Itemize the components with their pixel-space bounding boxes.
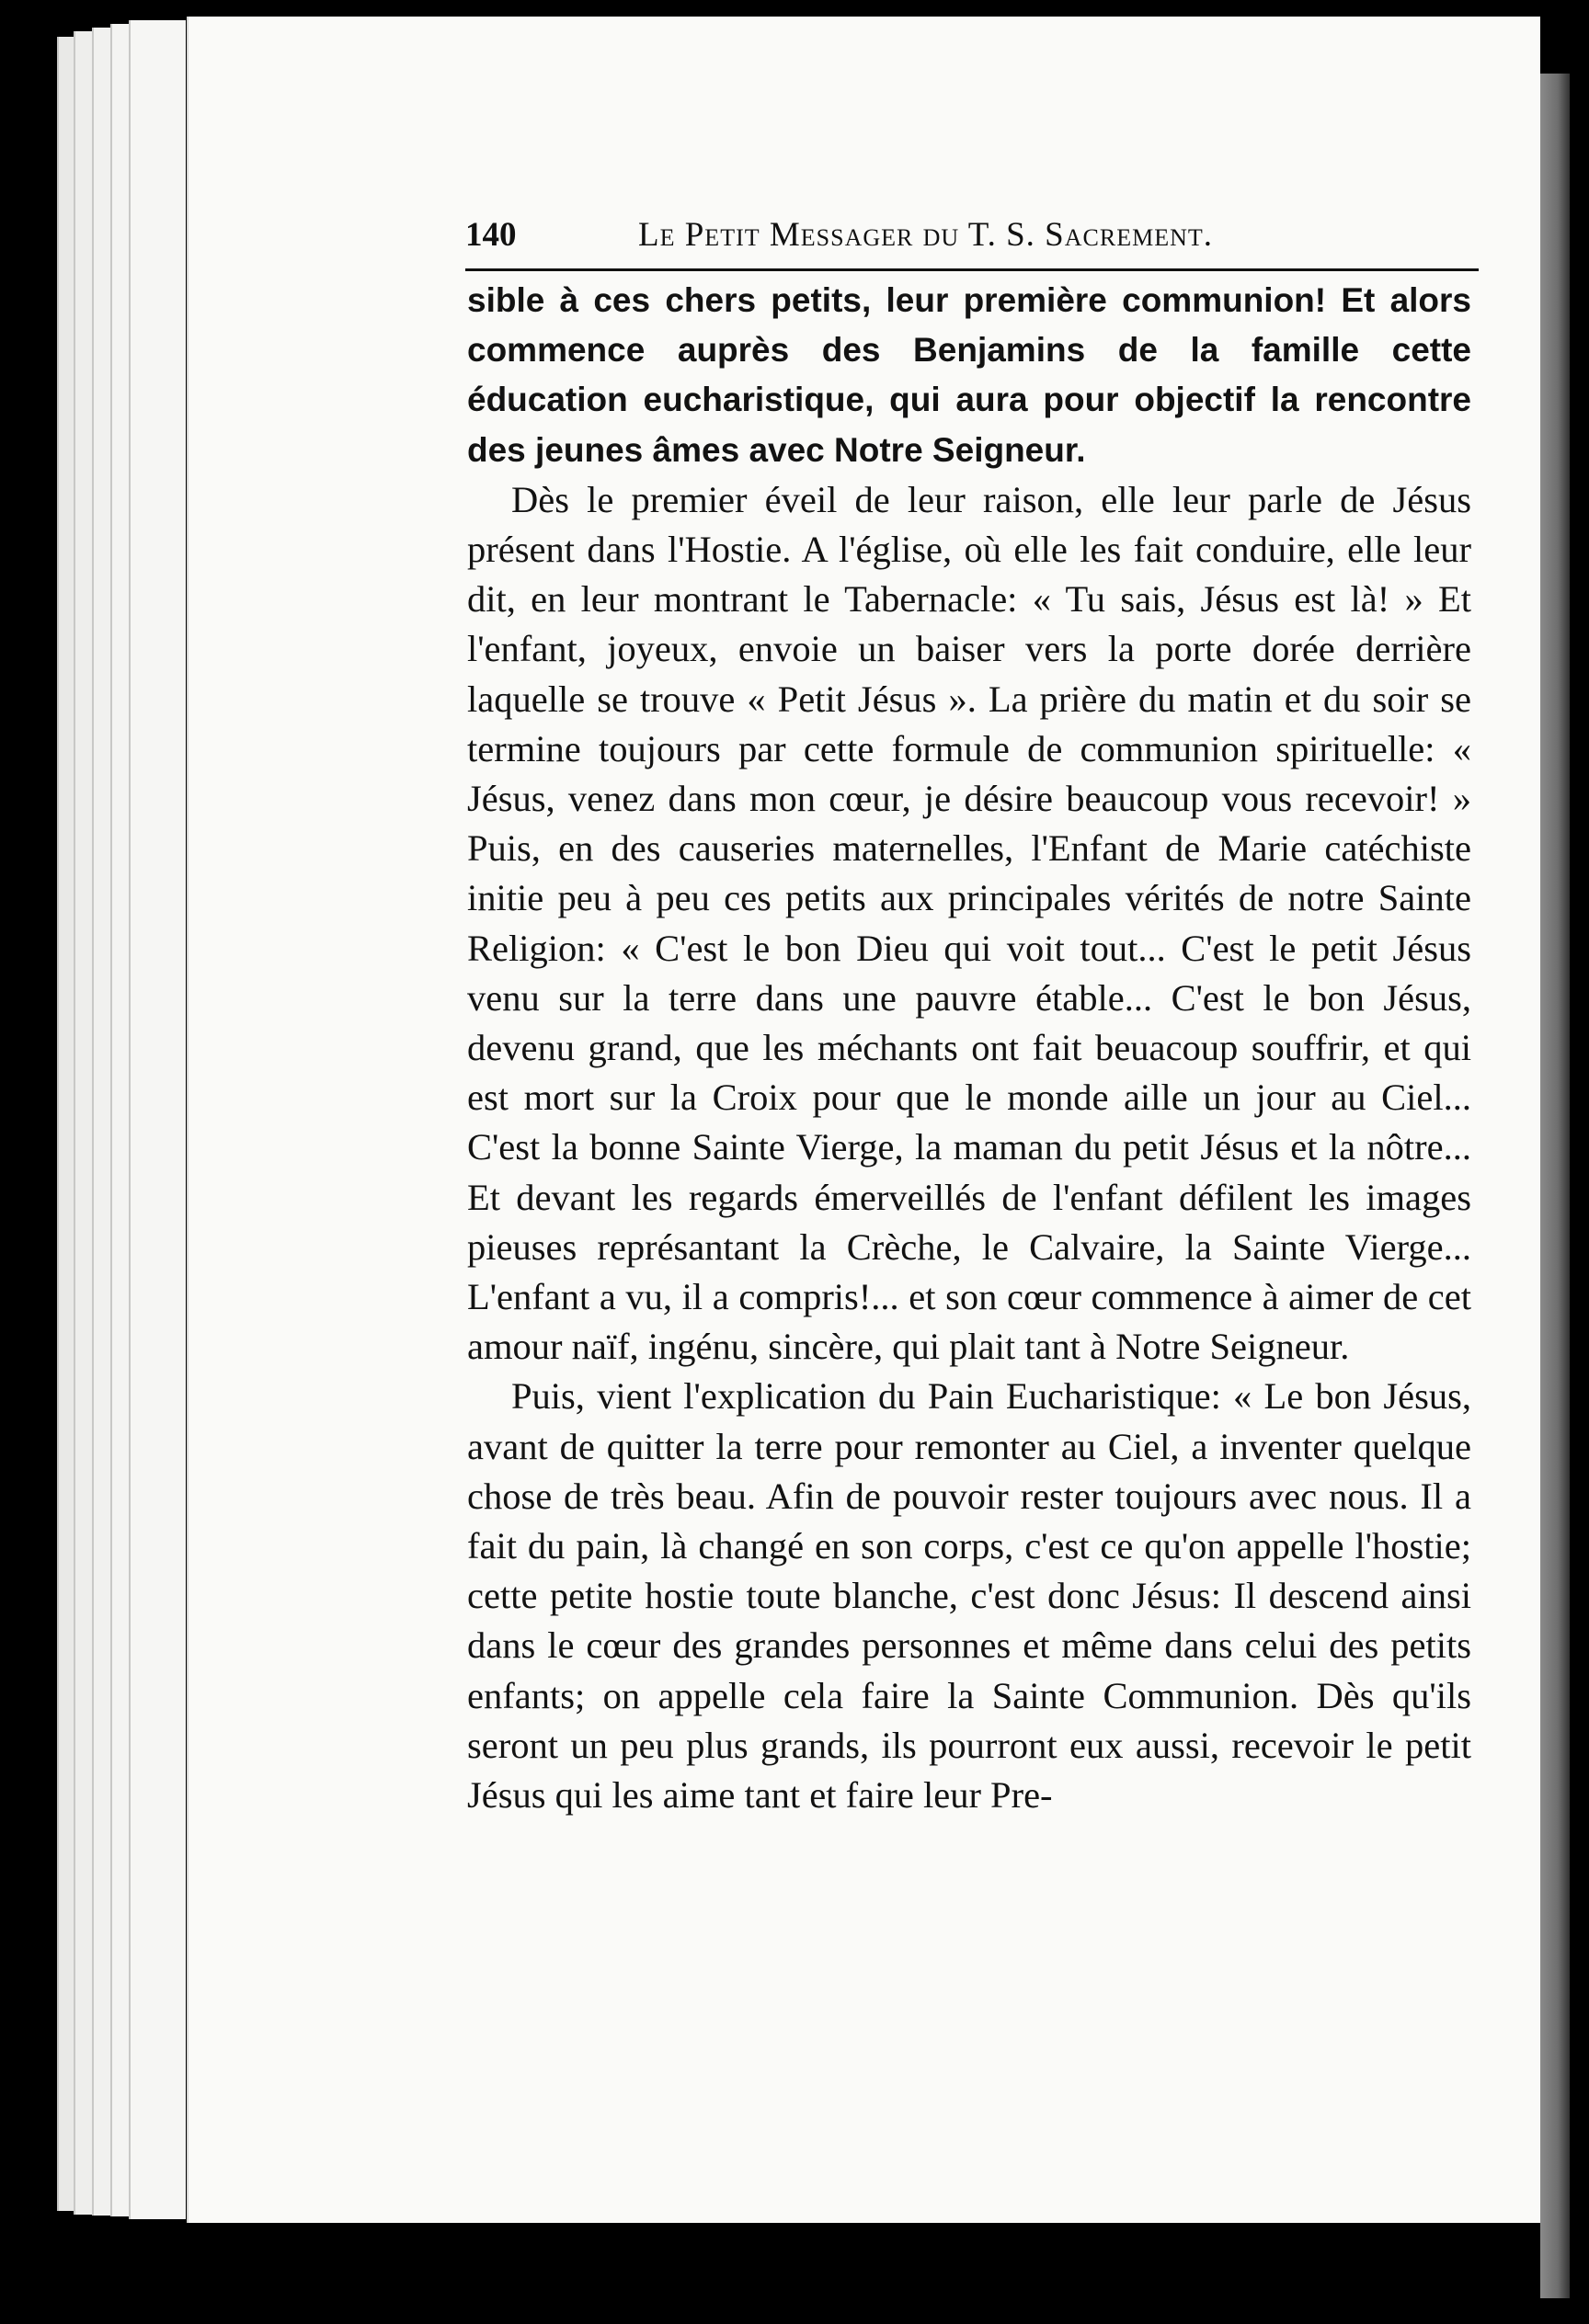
page-number: 140	[465, 216, 517, 254]
page-edge	[129, 20, 186, 2219]
running-title: Le Petit Messager du T. S. Sacrement.	[638, 216, 1213, 254]
paragraph: Dès le premier éveil de leur raison, elle leur parle de Jésus présent dans l'Hostie. A l'église, où elle les fait conduire, elle leur dit, en leur montrant le Tabernacle: « Tu sais, Jésus est là! » Et l'enfant, joyeux, envoie un baiser vers la porte dorée derrière laquelle se trouve « Petit Jésus ». La prière du matin et du soir se termine toujours par cette formule de communion spirituelle: « Jésus, venez dans mon cœur, je désire beaucoup vous recevoir! » Puis, en des causeries maternelles, l'Enfant de Marie catéchiste initie peu à peu ces petits aux principales vérités de notre Sainte Religion: « C'est le bon Dieu qui voit tout... C'est le petit Jésus venu sur la terre dans une pauvre étable... C'est le bon Jésus, devenu grand, que les méchants ont fait beuacoup souffrir, et qui est mort sur la Croix pour que le monde aille un jour au Ciel... C'est la bonne Sainte Vierge, la maman du petit Jésus et la nôtre... Et devant les regards émerveillés de l'enfant défilent les images pieuses représantant la Crèche, le Calvaire, la Sainte Vierge... L'enfant a vu, il a compris!... et son cœur commence à aimer de cet amour naïf, ingénu, sincère, qui plait tant à Notre Seigneur.	[467, 478, 1471, 1368]
body-text	[467, 276, 1471, 1820]
paragraph: sible à ces chers petits, leur première communion! Et alors commence auprès des Benjamins de la famille cette éducation eucharistique, qui aura pour objectif la rencontre des jeunes âmes avec Notre Seigneur.	[467, 281, 1471, 469]
paragraph: Puis, vient l'explication du Pain Eucharistique: « Le bon Jésus, avant de quitter la terre pour remonter au Ciel, a inventer quelque chose de très beau. Afin de pouvoir rester toujours avec nous. Il a fait du pain, là changé en son corps, c'est ce qu'on appelle l'hostie; cette petite hostie toute blanche, c'est donc Jésus: Il descend ainsi dans le cœur des grandes personnes et même dans celui des petits enfants; on appelle cela faire la Sainte Communion. Dès qu'ils seront un peu plus grands, ils pourront eux aussi, recevoir le petit Jésus qui les aime tant et faire leur Pre-	[467, 1375, 1471, 1817]
page-header	[465, 210, 1479, 271]
right-page-edge	[1540, 74, 1570, 2298]
